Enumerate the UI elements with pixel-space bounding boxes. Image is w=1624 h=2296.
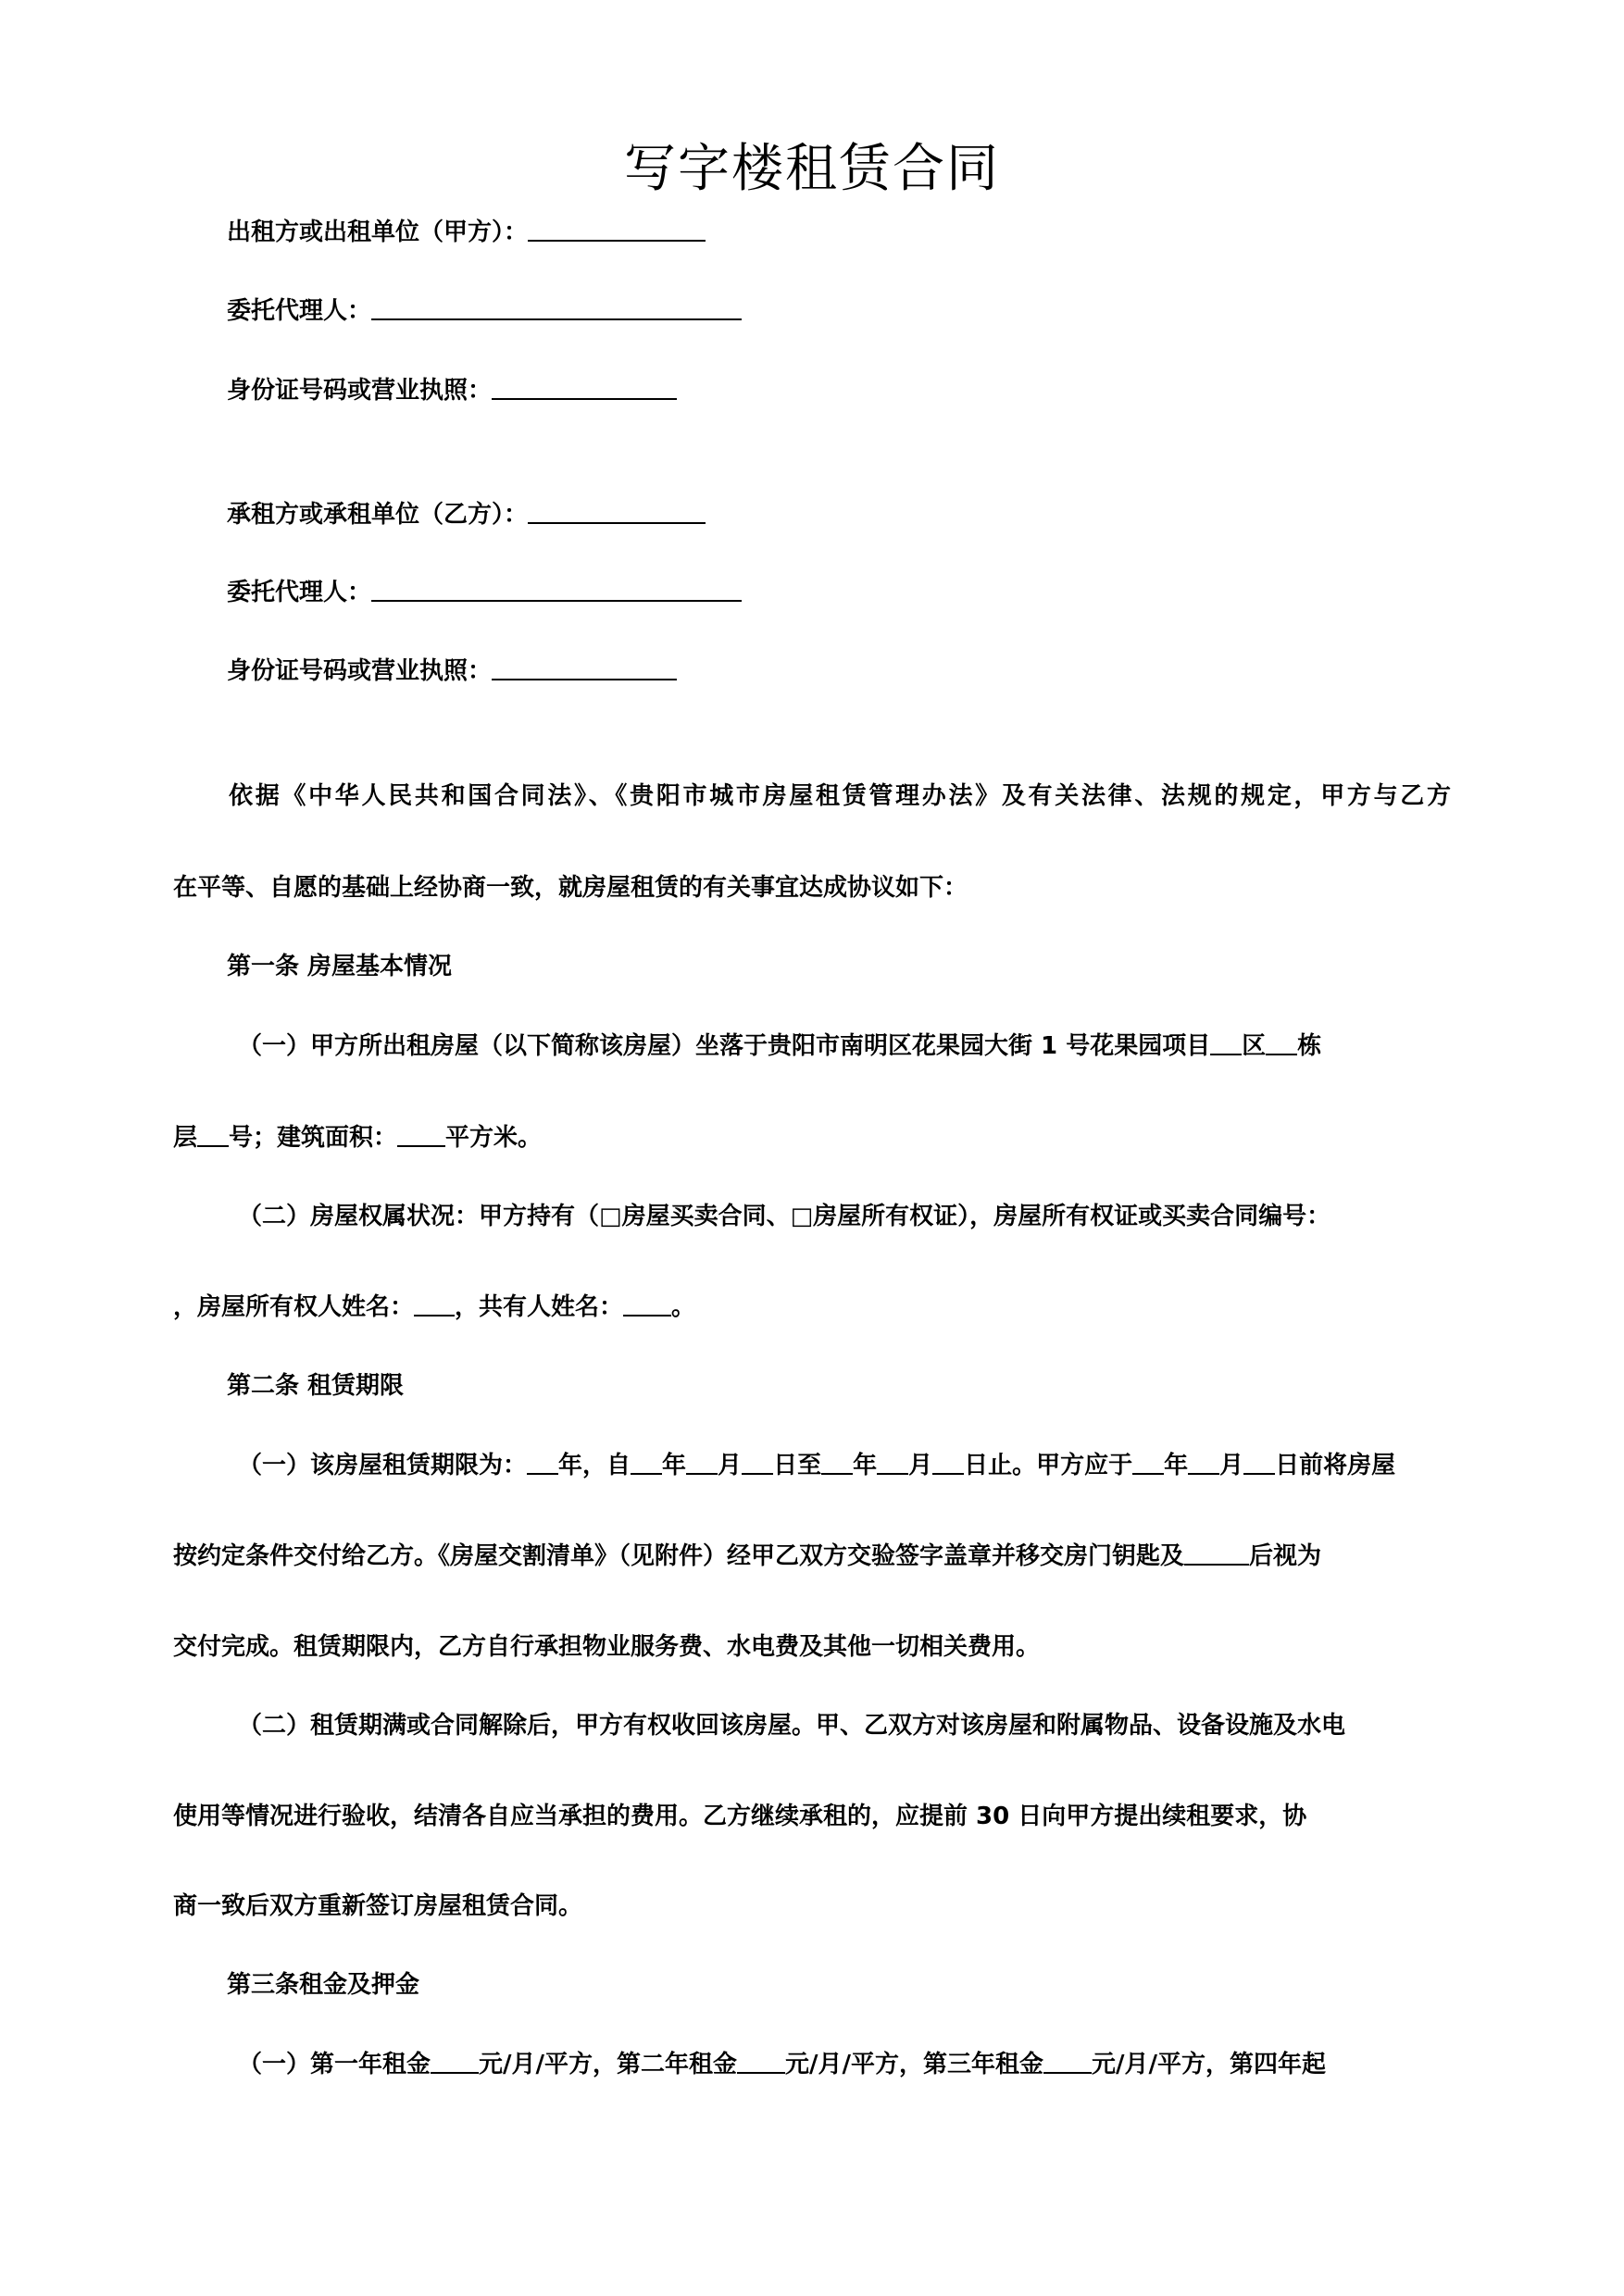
start-month-blank[interactable] xyxy=(686,1449,718,1475)
article-2-heading: 第二条 租赁期限 xyxy=(227,1372,405,1400)
end-year-blank[interactable] xyxy=(821,1449,853,1475)
text-segment: 元/月/平方，第四年起 xyxy=(1092,2051,1327,2078)
article-1-item-2-line-2 xyxy=(173,1291,1451,1324)
rent-year-2-blank[interactable] xyxy=(737,2048,785,2074)
preamble-line-2: 在平等、自愿的基础上经协商一致，就房屋租赁的有关事宜达成协议如下： xyxy=(173,874,968,902)
party-a-agent-label: 委托代理人： xyxy=(227,297,372,325)
building-blank[interactable] xyxy=(1266,1029,1297,1055)
owner-name-blank[interactable] xyxy=(414,1291,455,1316)
text-segment: 元/月/平方，第三年租金 xyxy=(785,2051,1044,2078)
text-segment: 日前将房屋 xyxy=(1275,1452,1396,1479)
text-segment: 月 xyxy=(1219,1452,1244,1479)
text-segment: 年 xyxy=(662,1452,687,1479)
start-day-blank[interactable] xyxy=(742,1449,773,1475)
text-segment: 月 xyxy=(718,1452,743,1479)
party-b-agent-label: 委托代理人： xyxy=(227,579,372,606)
party-a-name-blank[interactable] xyxy=(528,216,706,242)
start-year-blank[interactable] xyxy=(631,1449,662,1475)
rent-year-1-blank[interactable] xyxy=(431,2048,479,2074)
text-segment: 年，自 xyxy=(558,1452,631,1479)
text-segment: 平方米。 xyxy=(445,1124,543,1152)
co-owner-name-blank[interactable] xyxy=(623,1291,671,1316)
article-2-item-2-line-1: （二）租赁期满或合同解除后，甲方有权收回该房屋。甲、乙双方对该房屋和附属物品、设备设施及水电 xyxy=(238,1712,1346,1740)
text-segment: 后视为 xyxy=(1249,1542,1322,1570)
article-1-item-1-line-1 xyxy=(173,1029,1451,1063)
rent-year-3-blank[interactable] xyxy=(1043,2048,1092,2074)
text-segment: 栋 xyxy=(1297,1032,1322,1060)
end-day-blank[interactable] xyxy=(932,1449,964,1475)
article-2-item-2-line-2: 使用等情况进行验收，结清各自应当承担的费用。乙方继续承租的，应提前 30 日向甲方提出续租要求，协 xyxy=(173,1803,1307,1830)
text-segment: 按约定条件交付给乙方。《房屋交割清单》（见附件）经甲乙双方交验签字盖章并移交房门钥匙及 xyxy=(173,1542,1185,1570)
text-segment: （一）第一年租金 xyxy=(238,2051,431,2078)
party-a-agent-row xyxy=(227,294,742,328)
area-blank[interactable] xyxy=(1210,1029,1242,1055)
text-segment: 日止。甲方应于 xyxy=(964,1452,1133,1479)
party-b-name-row xyxy=(227,498,706,531)
text-segment: （一）甲方所出租房屋（以下简称该房屋）坐落于贵阳市南明区花果园大街 1 号花果园项目 xyxy=(238,1032,1211,1060)
text-segment: 元/月/平方，第二年租金 xyxy=(479,2051,738,2078)
party-a-id-blank[interactable] xyxy=(492,374,677,400)
lease-years-blank[interactable] xyxy=(527,1449,558,1475)
party-a-agent-blank[interactable] xyxy=(371,294,742,320)
floor-blank[interactable] xyxy=(197,1121,229,1147)
article-2-item-1-line-2 xyxy=(173,1540,1451,1573)
end-month-blank[interactable] xyxy=(877,1449,908,1475)
text-segment: 年 xyxy=(853,1452,878,1479)
party-b-id-blank[interactable] xyxy=(492,655,677,680)
delivery-day-blank[interactable] xyxy=(1243,1449,1275,1475)
text-segment: ，共有人姓名： xyxy=(455,1293,624,1321)
article-2-item-1-line-1 xyxy=(173,1449,1451,1482)
article-2-item-1-line-3: 交付完成。租赁期限内，乙方自行承担物业服务费、水电费及其他一切相关费用。 xyxy=(173,1633,1041,1661)
article-3-heading: 第三条租金及押金 xyxy=(227,1971,420,1999)
document-title: 写字楼租赁合同 xyxy=(624,139,1000,199)
text-segment: 日至 xyxy=(773,1452,822,1479)
party-b-id-label: 身份证号码或营业执照： xyxy=(227,657,493,685)
text-segment: 区 xyxy=(1242,1032,1267,1060)
text-segment: 号；建筑面积： xyxy=(229,1124,398,1152)
party-a-id-row xyxy=(227,374,677,407)
party-a-id-label: 身份证号码或营业执照： xyxy=(227,377,493,405)
party-b-name-blank[interactable] xyxy=(528,498,706,524)
party-a-name-row xyxy=(227,216,706,249)
floor-area-blank[interactable] xyxy=(397,1121,445,1147)
party-b-agent-blank[interactable] xyxy=(371,576,742,602)
handover-items-blank[interactable] xyxy=(1184,1540,1249,1566)
text-segment: 年 xyxy=(1164,1452,1189,1479)
article-3-item-1-line-1 xyxy=(173,2048,1451,2081)
preamble-line-1: 依据《中华人民共和国合同法》、《贵阳市城市房屋租赁管理办法》及有关法律、法规的规定，甲方与乙方 xyxy=(229,782,1451,810)
party-b-id-row xyxy=(227,655,677,688)
text-segment: 层 xyxy=(173,1124,198,1152)
article-2-item-2-line-3: 商一致后双方重新签订房屋租赁合同。 xyxy=(173,1892,583,1920)
text-segment: ，房屋所有权人姓名： xyxy=(173,1293,415,1321)
delivery-month-blank[interactable] xyxy=(1188,1449,1219,1475)
text-segment: 月 xyxy=(908,1452,933,1479)
party-b-name-label: 承租方或承租单位（乙方）： xyxy=(227,501,529,529)
article-1-item-2-line-1: （二）房屋权属状况：甲方持有（□房屋买卖合同、□房屋所有权证），房屋所有权证或买卖合同编号： xyxy=(238,1203,1331,1230)
party-a-name-label: 出租方或出租单位（甲方）： xyxy=(227,218,529,246)
article-1-heading: 第一条 房屋基本情况 xyxy=(227,953,453,980)
article-1-item-1-line-2 xyxy=(173,1121,1451,1154)
text-segment: 。 xyxy=(671,1293,696,1321)
party-b-agent-row xyxy=(227,576,742,609)
delivery-year-blank[interactable] xyxy=(1132,1449,1164,1475)
text-segment: （一）该房屋租赁期限为： xyxy=(238,1452,528,1479)
